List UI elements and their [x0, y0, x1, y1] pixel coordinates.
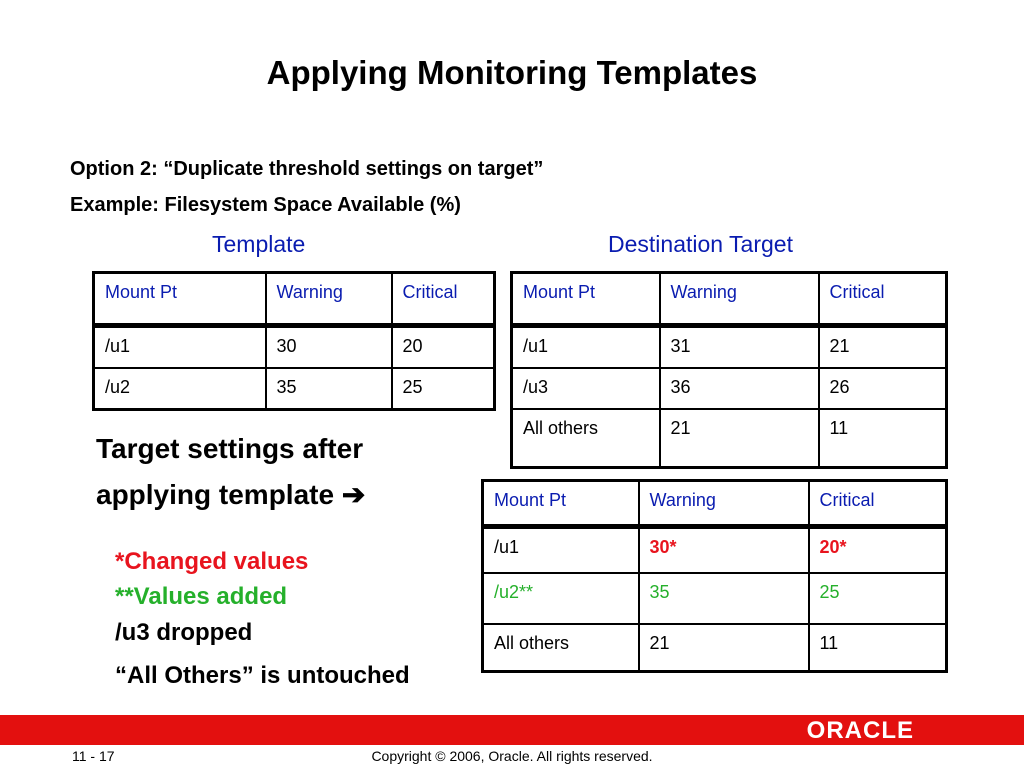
table-row [512, 409, 947, 468]
destination-heading: Destination Target [608, 231, 793, 257]
table-header-row [512, 273, 947, 326]
table-cell: 36 [660, 368, 819, 409]
table-cell: 11 [809, 624, 947, 672]
oracle-logo: ORACLE [806, 717, 914, 744]
untouched-note: “All Others” is untouched [115, 662, 410, 689]
table-cell: /u1 [512, 326, 660, 368]
table-row [483, 573, 947, 624]
header-cell: Critical [392, 273, 495, 326]
table-cell: /u1 [483, 527, 639, 573]
option-line: Option 2: “Duplicate threshold settings on target” [70, 158, 544, 180]
table-header-row [94, 273, 495, 326]
changed-cell: 20* [809, 527, 947, 573]
table-cell: /u2 [94, 368, 266, 410]
template-heading: Template [212, 231, 306, 257]
copyright-text: Copyright © 2006, Oracle. All rights reserved. [371, 748, 653, 764]
values-added-note: **Values added [115, 583, 288, 610]
added-cell: 35 [639, 573, 809, 624]
slide-title: Applying Monitoring Templates [266, 54, 758, 91]
table-cell: 30 [266, 326, 392, 368]
header-cell: Mount Pt [512, 273, 660, 326]
template-table [92, 271, 496, 411]
after-text-line2 [96, 472, 365, 518]
table-cell: 21 [819, 326, 947, 368]
table-cell: 11 [819, 409, 947, 468]
header-cell: Warning [639, 481, 809, 527]
header-cell: Critical [819, 273, 947, 326]
table-row [512, 368, 947, 409]
table-row [94, 368, 495, 410]
table-cell: /u3 [512, 368, 660, 409]
table-cell: All others [512, 409, 660, 468]
table-row [483, 527, 947, 573]
table-cell: 31 [660, 326, 819, 368]
after-text-label: applying template [96, 479, 335, 510]
destination-table [510, 271, 948, 469]
changed-values-note: *Changed values [115, 548, 309, 575]
example-line: Example: Filesystem Space Available (%) [70, 194, 461, 216]
arrow-right-icon: ➔ [341, 479, 366, 510]
added-cell: 25 [809, 573, 947, 624]
header-cell: Mount Pt [94, 273, 266, 326]
table-cell: 21 [660, 409, 819, 468]
table-row [94, 326, 495, 368]
after-text-line1: Target settings after [96, 433, 364, 464]
page-number: 11 - 17 [72, 748, 115, 764]
table-row [483, 624, 947, 672]
table-cell: 26 [819, 368, 947, 409]
table-row [512, 326, 947, 368]
table-cell: 21 [639, 624, 809, 672]
changed-cell: 30* [639, 527, 809, 573]
header-cell: Warning [660, 273, 819, 326]
result-table [481, 479, 948, 673]
table-cell: 35 [266, 368, 392, 410]
dropped-note: /u3 dropped [115, 619, 253, 646]
added-cell: /u2** [483, 573, 639, 624]
header-cell: Critical [809, 481, 947, 527]
table-cell: All others [483, 624, 639, 672]
table-cell: /u1 [94, 326, 266, 368]
header-cell: Warning [266, 273, 392, 326]
table-cell: 25 [392, 368, 495, 410]
table-header-row [483, 481, 947, 527]
header-cell: Mount Pt [483, 481, 639, 527]
table-cell: 20 [392, 326, 495, 368]
